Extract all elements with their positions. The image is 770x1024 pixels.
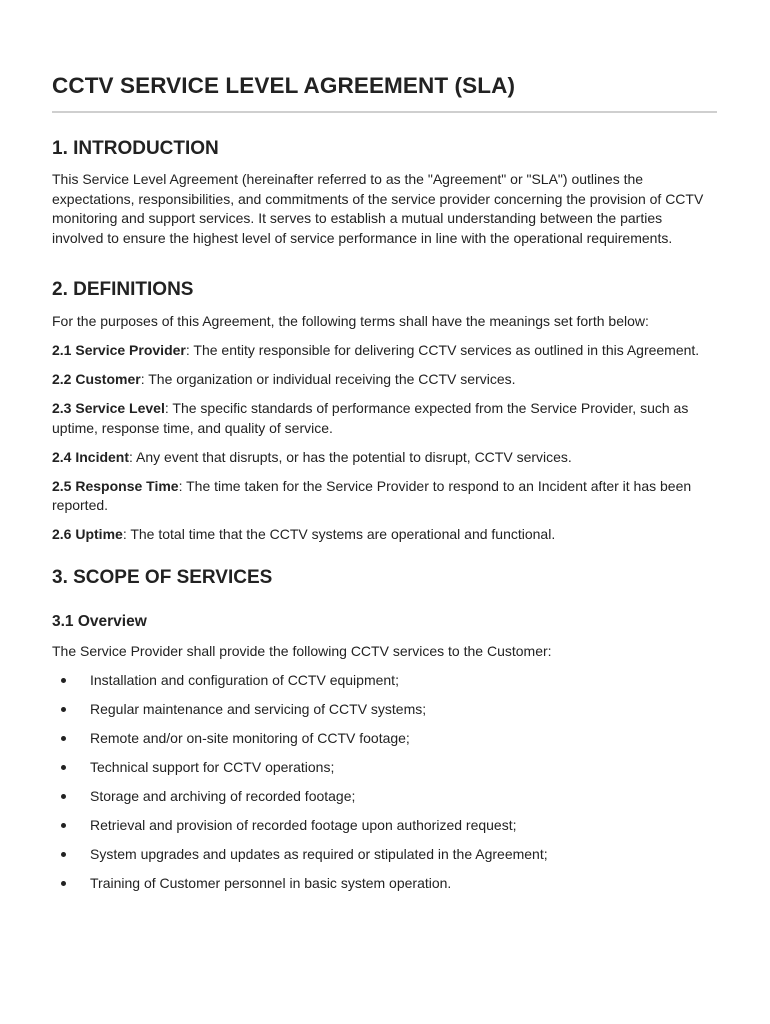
definition-text: : The specific standards of performance expected from the Service Provider, such as uptime, response time, and quality of service.	[52, 400, 689, 436]
definition-term: 2.2 Customer	[52, 371, 141, 387]
list-item	[52, 729, 717, 749]
definition-term: 2.6 Uptime	[52, 526, 123, 542]
list-item-text: Training of Customer personnel in basic system operation.	[90, 875, 452, 892]
definition-item	[52, 477, 717, 516]
overview-heading: 3.1 Overview	[52, 612, 147, 630]
list-item-text: Storage and archiving of recorded footage;	[90, 787, 356, 804]
definitions-heading: 2. DEFINITIONS	[52, 279, 194, 300]
definition-text: : The organization or individual receiving the CCTV services.	[140, 371, 516, 387]
list-item-text: Regular maintenance and servicing of CCTV systems;	[90, 700, 427, 717]
definition-item	[52, 399, 717, 438]
list-item-text: System upgrades and updates as required or stipulated in the Agreement;	[90, 846, 548, 863]
definition-item	[52, 341, 717, 361]
introduction-section	[52, 137, 717, 248]
introduction-paragraph: This Service Level Agreement (hereinafter referred to as the "Agreement" or "SLA") outlines the expectations, responsibilities, and commitments of the service provider concerning the provision of CCTV monitoring and support services. It serves to establish a mutual understanding between the parties involved to ensure the highest level of service performance in line with the operational requirements.	[52, 171, 704, 246]
introduction-heading: 1. INTRODUCTION	[52, 138, 219, 159]
definition-term: 2.3 Service Level	[52, 400, 165, 416]
definition-text: : The entity responsible for delivering CCTV services as outlined in this Agreement.	[185, 342, 700, 358]
scope-section	[52, 566, 717, 894]
bullet-icon	[61, 736, 66, 741]
list-item-text: Installation and configuration of CCTV equipment;	[90, 671, 399, 688]
definitions-section	[52, 278, 717, 545]
services-list	[52, 671, 717, 894]
title-divider	[52, 111, 717, 113]
list-item	[52, 671, 717, 691]
list-item	[52, 845, 717, 865]
overview-lead: The Service Provider shall provide the following CCTV services to the Customer:	[52, 642, 552, 659]
list-item	[52, 758, 717, 778]
definition-item	[52, 525, 717, 545]
document-title: CCTV SERVICE LEVEL AGREEMENT (SLA)	[52, 73, 516, 98]
bullet-icon	[61, 678, 66, 683]
list-item-text: Technical support for CCTV operations;	[90, 758, 335, 775]
list-item-text: Retrieval and provision of recorded footage upon authorized request;	[90, 816, 517, 833]
list-item-text: Remote and/or on-site monitoring of CCTV footage;	[90, 729, 410, 746]
definition-term: 2.4 Incident	[52, 448, 130, 465]
bullet-icon	[61, 794, 66, 799]
definition-item	[52, 448, 717, 468]
list-item	[52, 816, 717, 836]
list-item	[52, 874, 717, 894]
definition-text: : The total time that the CCTV systems are operational and functional.	[122, 526, 556, 542]
bullet-icon	[61, 823, 66, 828]
list-item	[52, 787, 717, 807]
definition-item	[52, 370, 717, 390]
definition-term: 2.1 Service Provider	[52, 342, 186, 358]
scope-heading: 3. SCOPE OF SERVICES	[52, 566, 273, 588]
bullet-icon	[61, 852, 66, 857]
bullet-icon	[61, 707, 66, 712]
definitions-lead: For the purposes of this Agreement, the following terms shall have the meanings set forth below:	[52, 313, 649, 329]
definition-text: : The time taken for the Service Provider to respond to an Incident after it has been reported.	[52, 477, 692, 513]
list-item	[52, 700, 717, 720]
bullet-icon	[61, 881, 66, 886]
definition-term: 2.5 Response Time	[52, 477, 179, 494]
definition-text: : Any event that disrupts, or has the potential to disrupt, CCTV services.	[129, 448, 572, 465]
bullet-icon	[61, 765, 66, 770]
